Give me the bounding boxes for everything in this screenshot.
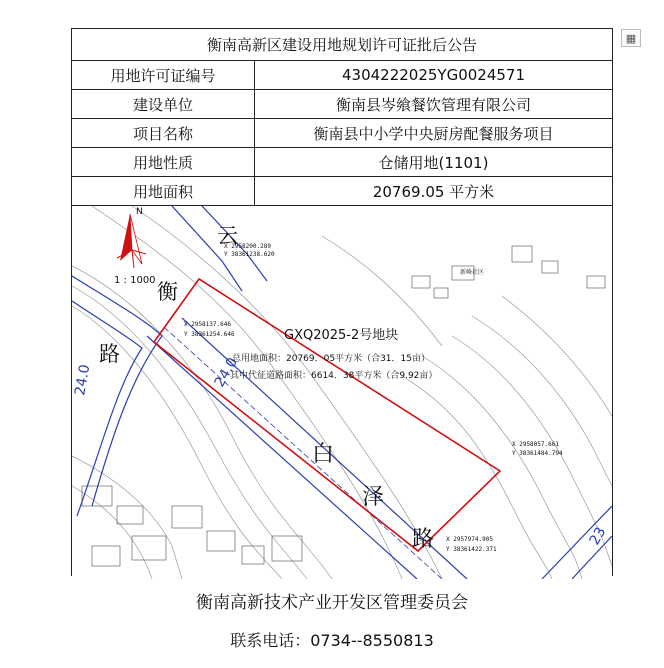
road-main-char-3: 路 [412,527,435,552]
row-label-project: 项目名称 [72,119,255,148]
road-width-left: 24.0 [72,363,94,397]
table-row [72,119,612,148]
coord-c-y: Y 38361484.794 [512,450,563,457]
issuing-organization: 衡南高新技术产业开发区管理委员会 [196,593,468,613]
road-top-char: 云 [217,224,238,248]
notice-title: 衡南高新区建设用地规划许可证批后公告 [72,29,612,61]
road-width-main: 24.0 [211,355,242,390]
row-label-builder: 建设单位 [72,90,255,119]
table-row [72,177,612,206]
coord-b-x: X 2958137.646 [184,321,231,328]
row-label-land-use: 用地性质 [72,148,255,177]
permit-info-table [72,61,612,206]
coord-a-y: Y 38361238.620 [224,251,275,258]
coord-c-x: X 2958057.661 [512,441,559,448]
scale-label: 1 : 1000 [114,275,156,286]
road-main-char-2: 泽 [362,485,385,510]
row-value-permit-no: 4304222025YG0024571 [255,61,613,90]
road-main-char-1: 白 [312,442,335,467]
site-plan-map [72,206,612,579]
contact-phone: 联系电话：0734--8550813 [230,631,434,650]
coord-d-x: X 2957974.905 [446,536,493,543]
community-label: 新峰社区 [460,269,485,276]
row-value-land-use: 仓储用地(1101) [255,148,613,177]
area-road: 其中代征道路面积：6614．38平方米（合9.92亩） [230,371,438,381]
row-label-area: 用地面积 [72,177,255,206]
site-plan-drawing [72,206,612,579]
north-label: N [136,207,143,217]
row-value-builder: 衡南县岑飨餐饮管理有限公司 [255,90,613,119]
coord-a-x: X 2958200.289 [224,243,271,250]
row-label-permit-no: 用地许可证编号 [72,61,255,90]
area-total: 总用地面积：20769．05平方米（合31．15亩） [232,354,430,364]
table-row [72,148,612,177]
coord-b-y: Y 38361254.646 [184,331,235,338]
road-left-char-1: 衡 [157,280,178,304]
notice-board [71,28,613,576]
site-boundary [154,279,500,551]
table-row [72,61,612,90]
road-width-right: 23 [586,524,610,548]
block-name: GXQ2025-2号地块 [284,328,399,343]
coord-d-y: Y 38361422.371 [446,546,497,553]
qr-code-icon[interactable]: ▦ [621,29,641,47]
table-row [72,90,612,119]
north-arrow-icon [117,214,146,268]
row-value-area: 20769.05 平方米 [255,177,613,206]
row-value-project: 衡南县中小学中央厨房配餐服务项目 [255,119,613,148]
road-left-char-2: 路 [99,342,120,366]
